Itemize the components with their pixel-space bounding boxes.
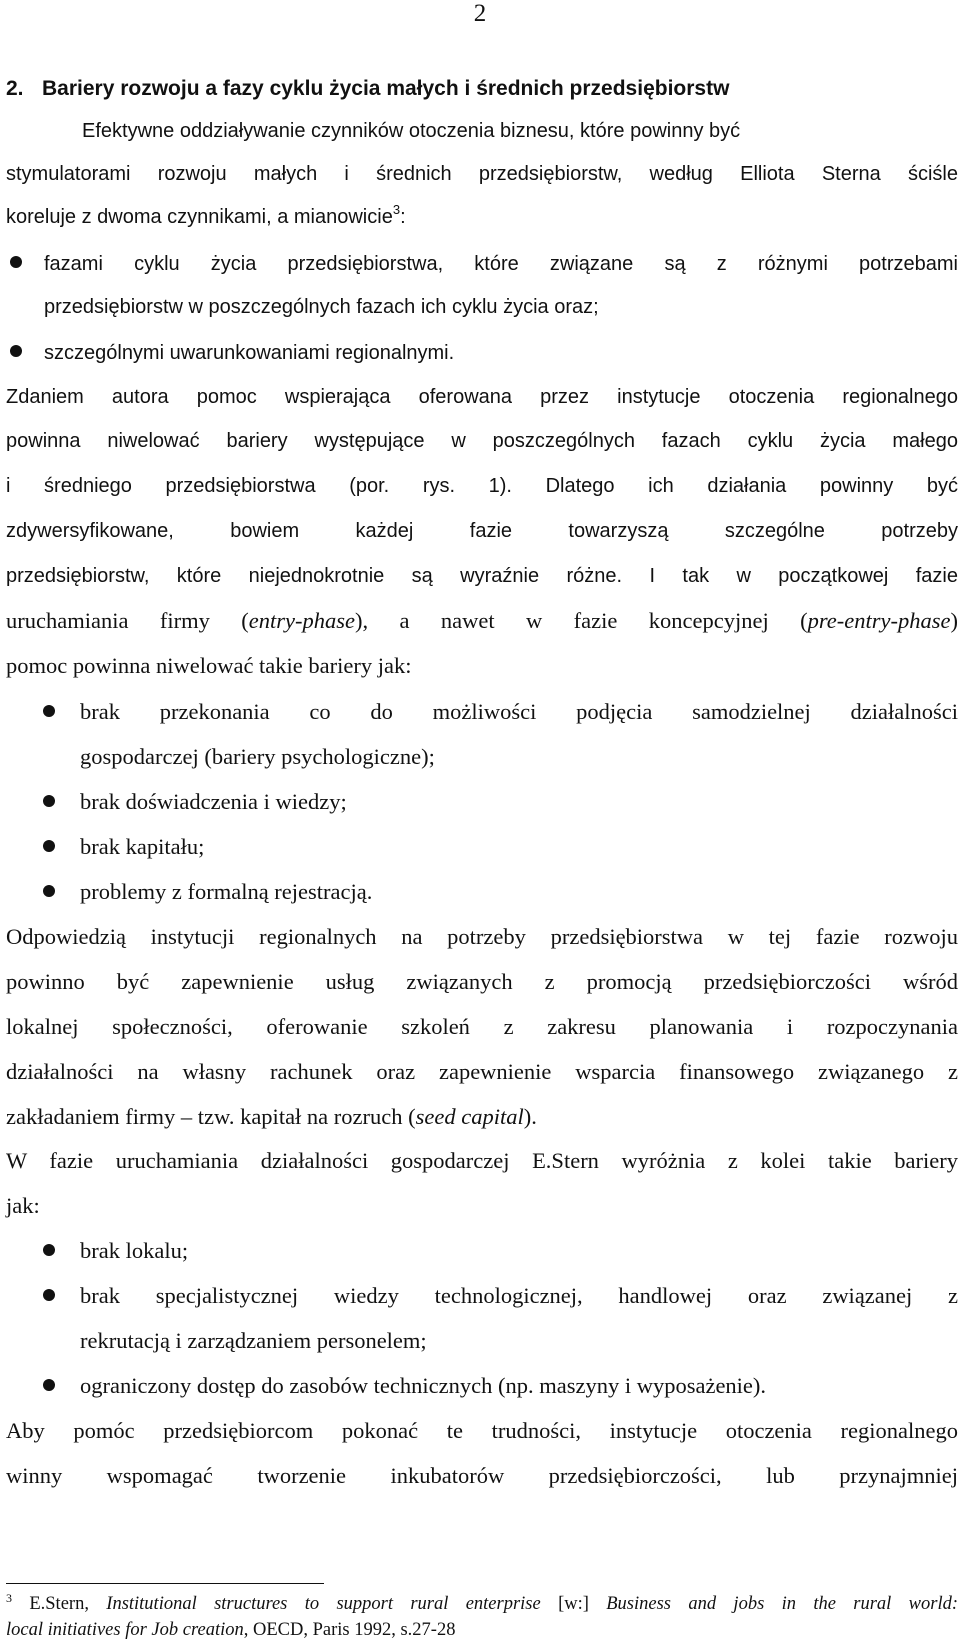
para2-line-4: działalności na własny rachunek oraz zapewnienie wsparcia finansowego związanego z (6, 1059, 958, 1084)
bullet-dot (10, 345, 22, 357)
para1-line-2: powinna niwelować bariery występujące w poszczególnych fazach cyklu życia małego (6, 430, 958, 452)
intro-bullet-1-line-2: przedsiębiorstw w poszczególnych fazach ich cyklu życia oraz; (44, 296, 599, 318)
bullet-dot (43, 885, 55, 897)
footnote-rule (6, 1583, 324, 1584)
intro-line-1: Efektywne oddziaływanie czynników otoczenia biznesu, które powinny być (82, 120, 741, 142)
footnote-publisher: , OECD, Paris 1992, s.27-28 (243, 1620, 456, 1640)
bullet-dot (43, 1379, 55, 1391)
footnote-book-title-cont: local initiatives for Job creation (6, 1620, 244, 1640)
footnote-marker: 3 (6, 1592, 12, 1605)
para1-line-1: Zdaniem autora pomoc wspierająca oferowana przez instytucje otoczenia regionalnego (6, 386, 958, 408)
bullet4-line-1: problemy z formalną rejestracją. (80, 879, 373, 904)
intro-line-3-suffix: : (400, 206, 406, 228)
bullet6-line-1: brak specjalistycznej wiedzy technologicznej, handlowej oraz związanej z (80, 1283, 958, 1308)
para2-line-1: Odpowiedzią instytucji regionalnych na potrzeby przedsiębiorstwa w tej fazie rozwoju (6, 924, 958, 949)
para2-line-3: lokalnej społeczności, oferowanie szkoleń z zakresu planowania i rozpoczynania (6, 1014, 958, 1039)
page-number: 2 (473, 0, 487, 27)
para3-line-2: jak: (6, 1193, 40, 1218)
intro-line-3-text: koreluje z dwoma czynnikami, a mianowicie (6, 206, 393, 228)
intro-line-3 (6, 202, 958, 232)
bullet1-line-1: brak przekonania co do możliwości podjęcia samodzielnej działalności (80, 699, 958, 724)
intro-bullet-2-line-1: szczególnymi uwarunkowaniami regionalnymi. (44, 342, 455, 364)
para1-line-5: przedsiębiorstw, które niejednokrotnie są wyraźnie różne. I tak w początkowej fazie (6, 565, 958, 587)
bullet7-line-1: ograniczony dostęp do zasobów technicznych (np. maszyny i wyposażenie). (80, 1373, 767, 1398)
bullet-dot (43, 1244, 55, 1256)
para1-line-3: i średniego przedsiębiorstwa (por. rys. 1). Dlatego ich działania powinny być (6, 475, 958, 497)
bullet-dot (43, 795, 55, 807)
para3-line-1: W fazie uruchamiania działalności gospodarczej E.Stern wyróżnia z kolei takie bariery (6, 1148, 958, 1173)
text-run: ) (950, 608, 958, 633)
footnote-book-title: Business and jobs in the rural world: (606, 1594, 958, 1614)
text-run: uruchamiania firmy ( (6, 608, 249, 633)
section-title: Bariery rozwoju a fazy cyklu życia małych i średnich przedsiębiorstw (42, 77, 730, 100)
bullet-dot (10, 256, 22, 268)
para1-line-7: pomoc powinna niwelować takie bariery jak: (6, 653, 412, 678)
bullet1-line-2: gospodarczej (bariery psychologiczne); (80, 744, 435, 769)
intro-bullet-1-line-1: fazami cyklu życia przedsiębiorstwa, które związane są z różnymi potrzebami (44, 253, 958, 275)
bullet6-line-2: rekrutacją i zarządzaniem personelem; (80, 1328, 427, 1353)
bullet5-line-1: brak lokalu; (80, 1238, 189, 1263)
footnote-ref: 3 (392, 202, 401, 217)
para2-line-5 (6, 1102, 958, 1132)
para1-line-4: zdywersyfikowane, bowiem każdej fazie towarzyszą szczególne potrzeby (6, 520, 958, 542)
footnote-in: [w:] (540, 1594, 607, 1614)
bullet-dot (43, 840, 55, 852)
italic-term: pre-entry-phase (807, 608, 951, 633)
text-run: ). (523, 1104, 537, 1129)
footnote-author: E.Stern, (12, 1594, 107, 1614)
bullet-dot (43, 705, 55, 717)
text-run: zakładaniem firmy – tzw. kapitał na rozruch ( (6, 1104, 416, 1129)
text-run: ), a nawet w fazie koncepcyjnej ( (354, 608, 808, 633)
footnote-line-2 (6, 1618, 958, 1642)
intro-line-2: stymulatorami rozwoju małych i średnich przedsiębiorstw, według Elliota Sterna ściśle (6, 163, 958, 185)
bullet3-line-1: brak kapitału; (80, 834, 205, 859)
italic-term: entry-phase (248, 608, 355, 633)
para1-line-6 (6, 606, 958, 636)
para4-line-2: winny wspomagać tworzenie inkubatorów przedsiębiorczości, lub przynajmniej (6, 1463, 958, 1488)
section-number: 2. (6, 77, 24, 100)
section-heading (6, 74, 946, 104)
italic-term: seed capital (415, 1104, 524, 1129)
footnote-title: Institutional structures to support rural enterprise (106, 1594, 541, 1614)
bullet-dot (43, 1289, 55, 1301)
bullet2-line-1: brak doświadczenia i wiedzy; (80, 789, 347, 814)
para4-line-1: Aby pomóc przedsiębiorcom pokonać te trudności, instytucje otoczenia regionalnego (6, 1418, 958, 1443)
para2-line-2: powinno być zapewnienie usług związanych z promocją przedsiębiorczości wśród (6, 969, 958, 994)
